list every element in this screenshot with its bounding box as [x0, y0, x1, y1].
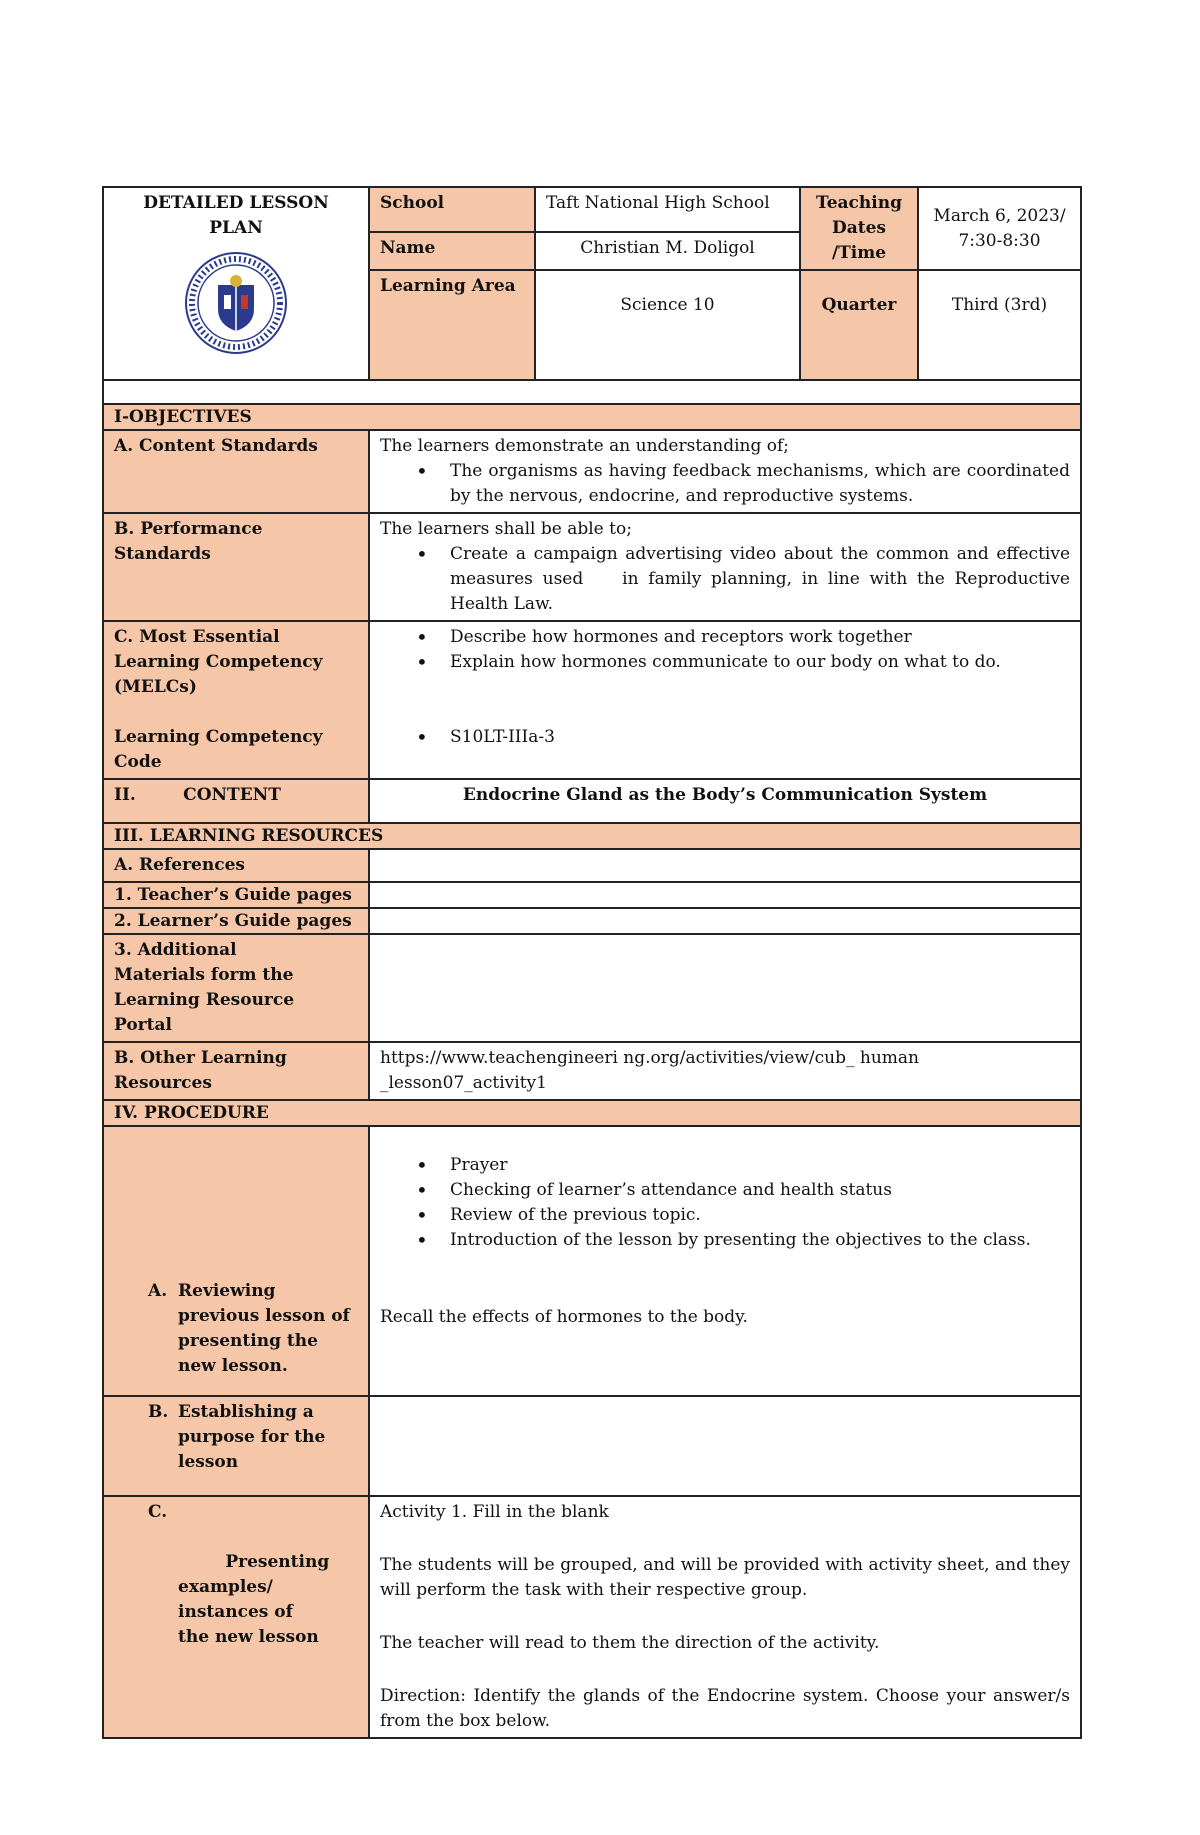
plan-title: DETAILED LESSON PLAN	[143, 193, 329, 238]
teaching-dates-value: March 6, 2023/ 7:30-8:30	[918, 187, 1081, 270]
procedure-b-num: B.	[148, 1402, 169, 1422]
procedure-a-label: Reviewing previous lesson of presenting the new lesson.	[178, 1281, 350, 1376]
procedure-b-value	[369, 1396, 1081, 1496]
performance-value	[369, 513, 1081, 621]
procedure-c-value	[369, 1496, 1081, 1738]
references-label: A. References	[103, 849, 369, 882]
melc-value	[369, 621, 1081, 779]
content-standards-value	[369, 430, 1081, 513]
other-resources-label: B. Other Learning Resources	[103, 1042, 369, 1100]
spacer-row	[103, 380, 1081, 404]
quarter-label: Quarter	[800, 270, 918, 380]
content-standards-label: A. Content Standards	[103, 430, 369, 513]
procedure-heading: IV. PROCEDURE	[103, 1100, 1081, 1126]
name-value: Christian M. Doligol	[535, 232, 800, 270]
procedure-a-recall: Recall the effects of hormones to the body.	[380, 1307, 748, 1327]
code-item: • S10LT-IIIa-3	[450, 725, 1070, 750]
objectives-heading: I-OBJECTIVES	[103, 404, 1081, 430]
deped-seal-logo	[184, 251, 288, 355]
other-resources-link[interactable]: https://www.teachengineeri ng.org/activities/view/cub_ human _lesson07_activity1	[369, 1042, 1081, 1100]
additional-materials-label: 3. Additional Materials form the Learning Resource Portal	[103, 934, 369, 1042]
learning-area-label: Learning Area	[369, 270, 535, 380]
list-item: • Create a campaign advertising video about the common and effective measures used in family planning, in line with the Reproductive Health Law.	[450, 542, 1070, 617]
procedure-c-label: Presenting examples/ instances of the new lesson	[178, 1552, 336, 1647]
learners-guide-label: 2. Learner’s Guide pages	[103, 908, 369, 934]
procedure-c-num: C.	[148, 1502, 168, 1522]
list-item: • Review of the previous topic.	[450, 1203, 1070, 1228]
procedure-b-label-cell	[103, 1396, 369, 1496]
code-label: Learning Competency Code	[114, 727, 323, 772]
school-value: Taft National High School	[535, 187, 800, 232]
learners-guide-value	[369, 908, 1081, 934]
quarter-value: Third (3rd)	[918, 270, 1081, 380]
learning-area-value: Science 10	[535, 270, 800, 380]
lesson-plan-table	[102, 186, 1082, 1739]
additional-materials-value	[369, 934, 1081, 1042]
content-standards-intro: The learners demonstrate an understanding of;	[380, 436, 790, 456]
teaching-dates-label: Teaching Dates /Time	[800, 187, 918, 270]
content-value: Endocrine Gland as the Body’s Communication System	[369, 779, 1081, 823]
procedure-c-p3: Direction: Identify the glands of the Endocrine system. Choose your answer/s from the box below.	[380, 1686, 1070, 1731]
name-label: Name	[369, 232, 535, 270]
list-item: • Prayer	[450, 1153, 1070, 1178]
title-cell	[103, 187, 369, 380]
melc-label: C. Most Essential Learning Competency (MELCs)	[114, 627, 323, 697]
procedure-a-label-cell	[103, 1126, 369, 1396]
resources-heading: III. LEARNING RESOURCES	[103, 823, 1081, 849]
procedure-c-activity: Activity 1. Fill in the blank	[380, 1502, 609, 1522]
list-item: • Explain how hormones communicate to our body on what to do.	[450, 650, 1070, 675]
list-item: • Checking of learner’s attendance and health status	[450, 1178, 1070, 1203]
procedure-a-num: A.	[148, 1281, 168, 1301]
list-item: • The organisms as having feedback mechanisms, which are coordinated by the nervous, endocrine, and reproductive systems.	[450, 459, 1070, 509]
references-value	[369, 849, 1081, 882]
procedure-c-p1: The students will be grouped, and will be provided with activity sheet, and they will perform the task with their respective group.	[380, 1555, 1070, 1600]
school-label: School	[369, 187, 535, 232]
list-item: • Describe how hormones and receptors work together	[450, 625, 1070, 650]
procedure-a-value	[369, 1126, 1081, 1396]
list-item: • Introduction of the lesson by presenting the objectives to the class.	[450, 1228, 1070, 1253]
teachers-guide-value	[369, 882, 1081, 908]
melc-label-cell	[103, 621, 369, 779]
procedure-c-p2: The teacher will read to them the direction of the activity.	[380, 1633, 880, 1653]
procedure-b-label: Establishing a purpose for the lesson	[178, 1402, 326, 1472]
content-label: II. CONTENT	[103, 779, 369, 823]
performance-label: B. Performance Standards	[103, 513, 369, 621]
procedure-c-label-cell	[103, 1496, 369, 1738]
teachers-guide-label: 1. Teacher’s Guide pages	[103, 882, 369, 908]
performance-intro: The learners shall be able to;	[380, 519, 632, 539]
